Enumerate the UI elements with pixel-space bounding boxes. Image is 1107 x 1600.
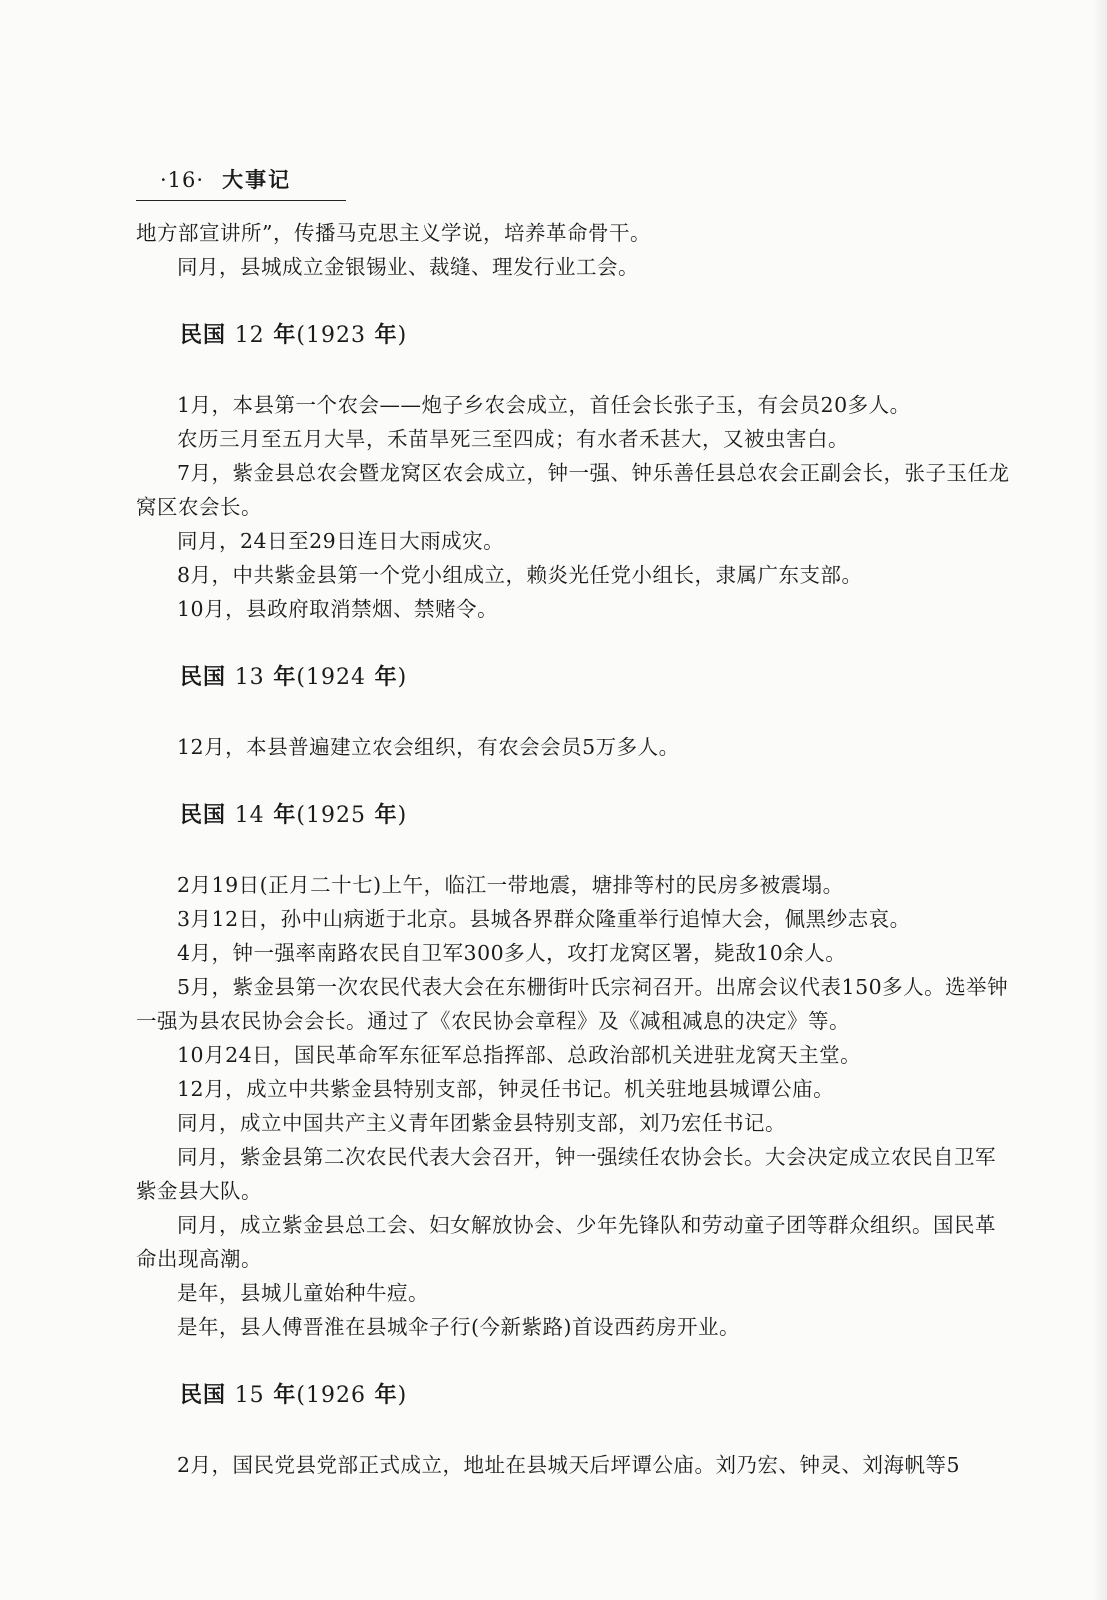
entry: 12月，成立中共紫金县特别支部，钟灵任书记。机关驻地县城谭公庙。 [177, 1077, 835, 1101]
entry: 8月，中共紫金县第一个党小组成立，赖炎光任党小组长，隶属广东支部。 [177, 563, 863, 587]
entry: 5月，紫金县第一次农民代表大会在东栅街叶氏宗祠召开。出席会议代表150多人。选举钟一强为县农民协会会长。通过了《农民协会章程》及《减租减息的决定》等。 [136, 975, 1009, 1033]
entry: 同月，24日至29日连日大雨成灾。 [177, 529, 505, 553]
entry: 7月，紫金县总农会暨龙窝区农会成立，钟一强、钟乐善任县总农会正副会长，张子玉任龙窝区农会长。 [136, 461, 1010, 519]
running-title: 大事记 [222, 168, 292, 192]
page-number: ·16· [160, 168, 205, 192]
paragraph: 同月，县城成立金银锡业、裁缝、理发行业工会。 [177, 255, 639, 279]
entry: 10月24日，国民革命军东征军总指挥部、总政治部机关进驻龙窝天主堂。 [177, 1043, 862, 1067]
body-text [136, 216, 1012, 1482]
entry: 是年，县人傅晋淮在县城伞子行(今新紫路)首设西药房开业。 [177, 1315, 740, 1339]
entry: 1月，本县第一个农会——炮子乡农会成立，首任会长张子玉，有会员20多人。 [177, 393, 911, 417]
entry: 2月19日(正月二十七)上午，临江一带地震，塘排等村的民房多被震塌。 [177, 873, 844, 897]
entry: 3月12日，孙中山病逝于北京。县城各界群众隆重举行追悼大会，佩黑纱志哀。 [177, 907, 911, 931]
entry: 12月，本县普遍建立农会组织，有农会会员5万多人。 [177, 735, 680, 759]
entry: 农历三月至五月大旱，禾苗旱死三至四成；有水者禾甚大，又被虫害白。 [177, 427, 849, 451]
scan-edge-shadow [1093, 0, 1107, 1600]
entry: 4月，钟一强率南路农民自卫军300多人，攻打龙窝区署，毙敌10余人。 [177, 941, 847, 965]
paragraph: 地方部宣讲所”，传播马克思主义学说，培养革命骨干。 [136, 221, 651, 245]
entry: 同月，成立中国共产主义青年团紫金县特别支部，刘乃宏任书记。 [177, 1111, 786, 1135]
entry: 2月，国民党县党部正式成立，地址在县城天后坪谭公庙。刘乃宏、钟灵、刘海帆等5 [177, 1453, 961, 1477]
entry: 是年，县城儿童始种牛痘。 [177, 1281, 429, 1305]
entry: 10月，县政府取消禁烟、禁赌令。 [177, 597, 499, 621]
running-head [136, 160, 346, 201]
section-heading-1923: 民国 12 年(1923 年) [180, 323, 408, 348]
section-heading-1925: 民国 14 年(1925 年) [180, 803, 408, 828]
entry: 同月，成立紫金县总工会、妇女解放协会、少年先锋队和劳动童子团等群众组织。国民革命出现高潮。 [136, 1213, 996, 1271]
entry: 同月，紫金县第二次农民代表大会召开，钟一强续任农协会长。大会决定成立农民自卫军紫金县大队。 [136, 1145, 996, 1203]
section-heading-1926: 民国 15 年(1926 年) [180, 1383, 408, 1408]
section-heading-1924: 民国 13 年(1924 年) [180, 665, 408, 690]
